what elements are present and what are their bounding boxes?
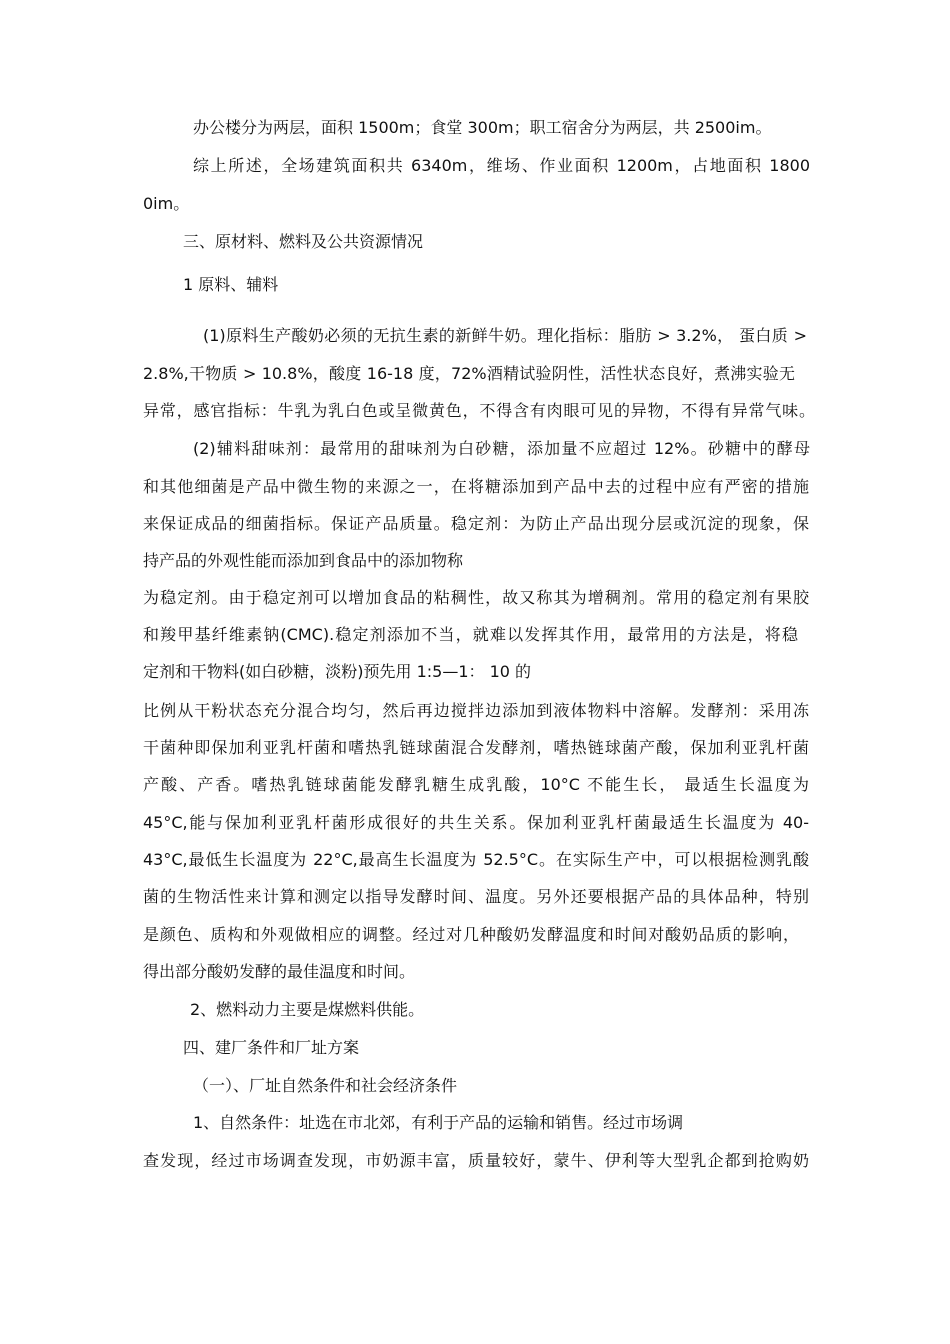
text-line-7: 2.8%,干物质 > 10.8%，酸度 16-18 度，72%酒精试验阴性，活性状态良好，煮沸实验无: [143, 364, 795, 383]
text-line-17: 干菌种即保加利亚乳杆菌和嗜热乳链球菌混合发酵剂，嗜热链球菌产酸，保加利亚乳杆菌: [143, 738, 809, 757]
text-line-9: (2)辅料甜味剂：最常用的甜味剂为白砂糖，添加量不应超过 12%。砂糖中的酵母: [193, 439, 810, 458]
text-line-8: 异常，感官指标：牛乳为乳白色或呈微黄色，不得含有肉眼可见的异物，不得有异常气味。: [143, 401, 815, 420]
text-line-19: 45°C,能与保加利亚乳杆菌形成很好的共生关系。保加利亚乳杆菌最适生长温度为 40-: [143, 813, 809, 832]
text-line-6: (1)原料生产酸奶必须的无抗生素的新鲜牛奶。理化指标：脂肪 > 3.2%， 蛋白质 >: [203, 326, 807, 345]
text-line-12: 持产品的外观性能而添加到食品中的添加物称: [143, 551, 464, 570]
text-line-14: 和羧甲基纤维素钠(CMC).稳定剂添加不当，就难以发挥其作用，最常用的方法是，将稳: [143, 625, 798, 644]
text-line-11: 来保证成品的细菌指标。保证产品质量。稳定剂：为防止产品出现分层或沉淀的现象，保: [143, 514, 809, 533]
text-line-23: 得出部分酸奶发酵的最佳温度和时间。: [143, 962, 416, 981]
text-line-18: 产酸、产香。嗜热乳链球菌能发酵乳糖生成乳酸，10°C 不能生长， 最适生长温度为: [143, 775, 809, 794]
text-line-20: 43°C,最低生长温度为 22°C,最高生长温度为 52.5°C。在实际生产中，可以根据检测乳酸: [143, 850, 809, 869]
text-line-2: 综上所述，全场建筑面积共 6340m，维场、作业面积 1200m，占地面积 1800: [193, 156, 810, 175]
section-heading-3: 三、原材料、燃料及公共资源情况: [183, 232, 424, 251]
text-line-1: 办公楼分为两层，面积 1500m；食堂 300m；职工宿舍分为两层，共 2500im。: [193, 118, 772, 137]
text-line-28: 查发现，经过市场调查发现，市奶源丰富，质量较好，蒙牛、伊利等大型乳企都到抢购奶: [143, 1151, 809, 1170]
subheading-site-conditions: （一）、厂址自然条件和社会经济条件: [193, 1076, 458, 1095]
text-line-24: 2、燃料动力主要是煤燃料供能。: [190, 1000, 425, 1019]
text-line-22: 是颜色、质构和外观做相应的调整。经过对几种酸奶发酵温度和时间对酸奶品质的影响，: [143, 925, 799, 944]
text-line-21: 菌的生物活性来计算和测定以指导发酵时间、温度。另外还要根据产品的具体品种，特别: [143, 887, 809, 906]
text-line-13: 为稳定剂。由于稳定剂可以增加食品的粘稠性，故又称其为增稠剂。常用的稳定剂有果胶: [143, 588, 809, 607]
subheading-raw-materials: 1 原料、辅料: [183, 275, 279, 294]
text-line-16: 比例从干粉状态充分混合均匀，然后再边搅拌边添加到液体物料中溶解。发酵剂：采用冻: [143, 701, 809, 720]
text-line-10: 和其他细菌是产品中微生物的来源之一，在将糖添加到产品中去的过程中应有严密的措施: [143, 477, 809, 496]
text-line-27: 1、自然条件：址选在市北郊，有利于产品的运输和销售。经过市场调: [193, 1113, 684, 1132]
section-heading-4: 四、建厂条件和厂址方案: [183, 1038, 360, 1057]
text-line-15: 定剂和干物料(如白砂糖，淡粉)预先用 1:5—1： 10 的: [143, 662, 532, 681]
text-line-3: 0im。: [143, 194, 190, 213]
